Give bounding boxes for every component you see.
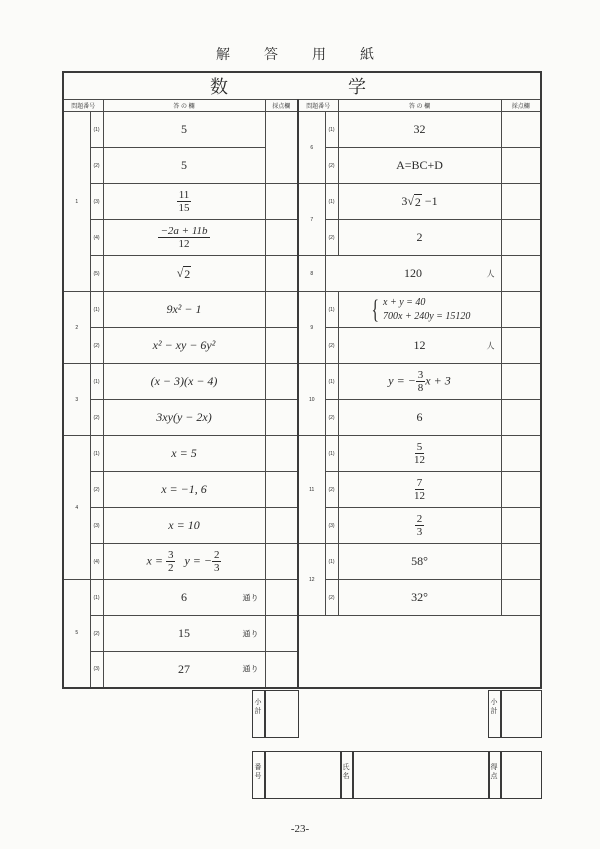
- answer-text: 9x² − 1: [166, 302, 202, 316]
- score-cell[interactable]: [265, 184, 298, 220]
- sub-number: (2): [325, 328, 338, 364]
- question-number: 4: [63, 436, 90, 580]
- score-cell[interactable]: [501, 580, 541, 616]
- numerator: 3: [417, 369, 424, 381]
- subtotal-label-left: 小計: [254, 699, 262, 715]
- answer-text: 32: [413, 122, 426, 136]
- number-label: 番号: [254, 764, 262, 780]
- score-cell[interactable]: [265, 472, 298, 508]
- unit-label: 人: [486, 341, 495, 350]
- sub-number: (5): [90, 256, 103, 292]
- denominator: 12: [414, 490, 425, 502]
- denominator: 8: [417, 382, 424, 394]
- sub-number: (3): [90, 652, 103, 688]
- score-cell[interactable]: [501, 400, 541, 436]
- answer-cell: [338, 112, 501, 148]
- subtotal-box-right[interactable]: [500, 690, 542, 738]
- answer-cell: [338, 364, 501, 400]
- unit-label: 通り: [242, 629, 259, 638]
- score-cell[interactable]: [265, 400, 298, 436]
- fraction: [158, 225, 209, 250]
- sub-number: (1): [325, 184, 338, 220]
- score-cell[interactable]: [501, 328, 541, 364]
- sheet-title: 解 答 用 紙: [216, 48, 384, 63]
- sub-number: (3): [90, 508, 103, 544]
- score-cell[interactable]: [265, 508, 298, 544]
- sub-number: (3): [325, 508, 338, 544]
- score-cell[interactable]: [265, 256, 298, 292]
- answer-cell: [103, 616, 265, 652]
- sub-number: (4): [90, 544, 103, 580]
- sub-number: (4): [90, 220, 103, 256]
- sub-number: (2): [325, 148, 338, 184]
- answer-cell: [103, 436, 265, 472]
- header-answer-right: 答 の 欄: [338, 100, 501, 112]
- score-cell[interactable]: [265, 652, 298, 688]
- score-cell[interactable]: [501, 544, 541, 580]
- answer-text: x² − xy − 6y²: [152, 338, 216, 352]
- score-cell[interactable]: [501, 364, 541, 400]
- answer-suffix: x + 3: [425, 373, 451, 388]
- numerator: 2: [416, 513, 423, 525]
- sub-number: (2): [325, 472, 338, 508]
- answer-cell: [325, 256, 501, 292]
- answer-cell: [103, 400, 265, 436]
- header-qnum-left: 問題番号: [63, 100, 103, 112]
- sub-number: (2): [325, 580, 338, 616]
- total-field[interactable]: [500, 751, 542, 799]
- answer-cell: [103, 148, 265, 184]
- answer-cell: [338, 292, 501, 328]
- question-number: 10: [298, 364, 325, 436]
- score-cell[interactable]: [501, 112, 541, 148]
- question-number: 12: [298, 544, 325, 616]
- score-cell[interactable]: [501, 256, 541, 292]
- answer-text: x = 10: [168, 518, 200, 532]
- score-cell[interactable]: [501, 472, 541, 508]
- score-cell[interactable]: [501, 508, 541, 544]
- answer-text: x = 5: [171, 446, 197, 460]
- answer-cell: [103, 544, 265, 580]
- answer-cell: [338, 148, 501, 184]
- answer-cell: [338, 544, 501, 580]
- answer-text: 6: [181, 590, 187, 604]
- radicand: 2: [184, 266, 191, 281]
- denominator: 12: [414, 454, 425, 466]
- answer-text: 5: [181, 122, 187, 136]
- sub-number: (1): [325, 544, 338, 580]
- score-cell[interactable]: [265, 544, 298, 580]
- numerator: 5: [416, 441, 423, 453]
- sub-number: (3): [90, 184, 103, 220]
- fraction: [416, 369, 426, 394]
- answer-cell: [338, 472, 501, 508]
- question-number: 8: [298, 256, 325, 292]
- sub-number: (2): [325, 400, 338, 436]
- denominator: 3: [416, 526, 423, 538]
- answer-text: x = −1, 6: [161, 482, 207, 496]
- sub-number: (1): [90, 580, 103, 616]
- score-cell[interactable]: [265, 580, 298, 616]
- score-cell[interactable]: [265, 436, 298, 472]
- answer-text: 6: [416, 410, 423, 424]
- denominator: 2: [167, 562, 174, 574]
- total-label: 得点: [490, 764, 498, 780]
- subtotal-label-right: 小計: [490, 699, 498, 715]
- sub-number: (2): [90, 400, 103, 436]
- answer-prefix: 3: [401, 193, 408, 208]
- answer-text: 12: [413, 338, 426, 352]
- answer-cell: [103, 652, 265, 688]
- sub-number: (2): [90, 616, 103, 652]
- answer-cell: [103, 112, 265, 148]
- radicand: 2: [414, 194, 421, 209]
- numerator: −2a + 11b: [160, 225, 208, 237]
- score-cell[interactable]: [501, 292, 541, 328]
- answer-cell: [103, 256, 265, 292]
- fraction: [166, 549, 176, 574]
- answer-cell: [103, 328, 265, 364]
- denominator: 3: [213, 562, 220, 574]
- answer-middle: y = −: [184, 553, 212, 568]
- answer-cell: [338, 328, 501, 364]
- answer-text: 32°: [411, 590, 428, 604]
- question-number: 3: [63, 364, 90, 436]
- sub-number: (1): [325, 364, 338, 400]
- empty-area: [298, 616, 541, 688]
- answer-text: 15: [178, 626, 190, 640]
- equation-system: [369, 296, 471, 324]
- score-cell[interactable]: [265, 616, 298, 652]
- answer-cell: [338, 400, 501, 436]
- score-cell[interactable]: [501, 220, 541, 256]
- header-score-left: 採点欄: [265, 100, 298, 112]
- sub-number: (1): [325, 436, 338, 472]
- header-qnum-right: 問題番号: [298, 100, 338, 112]
- answer-text: 27: [178, 661, 190, 676]
- number-field[interactable]: [264, 751, 342, 799]
- subject-heading: 数 学: [63, 72, 541, 100]
- score-cell[interactable]: [501, 148, 541, 184]
- sub-number: (2): [90, 328, 103, 364]
- unit-label: 通り: [242, 664, 259, 674]
- question-number: 11: [298, 436, 325, 544]
- answer-text: A=BC+D: [396, 158, 443, 172]
- answer-prefix: y = −: [388, 373, 416, 388]
- sub-number: (1): [90, 112, 103, 148]
- score-cell[interactable]: [501, 436, 541, 472]
- page-number: -23-: [290, 823, 310, 835]
- answer-text: 3xy(y − 2x): [156, 410, 212, 424]
- fraction: [412, 441, 427, 466]
- sub-number: (2): [90, 148, 103, 184]
- answer-cell: [338, 220, 501, 256]
- name-field[interactable]: [352, 751, 490, 799]
- question-number: 5: [63, 580, 90, 688]
- answer-cell: [338, 184, 501, 220]
- equation-line: x + y = 40: [383, 296, 426, 308]
- sub-number: (1): [325, 112, 338, 148]
- score-cell[interactable]: [265, 220, 298, 256]
- answer-cell: [103, 184, 265, 220]
- name-label: 氏名: [342, 764, 350, 780]
- header-score-right: 採点欄: [501, 100, 541, 112]
- answer-text: (x − 3)(x − 4): [150, 374, 218, 388]
- numerator: 11: [178, 189, 190, 201]
- sub-number: (1): [90, 292, 103, 328]
- answer-cell: [103, 292, 265, 328]
- fraction: [177, 189, 192, 214]
- answer-cell: [103, 472, 265, 508]
- score-cell[interactable]: [265, 364, 298, 400]
- question-number: 9: [298, 292, 325, 364]
- answer-prefix: x =: [146, 553, 166, 568]
- score-cell[interactable]: [501, 184, 541, 220]
- numerator: 7: [416, 477, 423, 489]
- question-number: 6: [298, 112, 325, 184]
- equation-line: 700x + 240y = 15120: [383, 310, 471, 322]
- question-number: 7: [298, 184, 325, 256]
- numerator: 2: [213, 549, 220, 561]
- sub-number: (2): [325, 220, 338, 256]
- answer-cell: [338, 508, 501, 544]
- sub-number: (1): [90, 436, 103, 472]
- answer-cell: [103, 220, 265, 256]
- fraction: [415, 513, 425, 538]
- answer-suffix: −1: [421, 193, 438, 208]
- answer-table: [62, 71, 542, 689]
- denominator: 12: [178, 238, 190, 250]
- sub-number: (1): [325, 292, 338, 328]
- answer-text: 120: [404, 266, 422, 280]
- square-root: √ 2: [176, 265, 191, 281]
- answer-cell: [103, 508, 265, 544]
- score-cell[interactable]: [265, 292, 298, 328]
- answer-cell: [103, 580, 265, 616]
- score-cell[interactable]: [265, 328, 298, 364]
- answer-text: 5: [181, 158, 187, 172]
- answer-cell: [103, 364, 265, 400]
- numerator: 3: [167, 549, 174, 561]
- answer-cell: [338, 436, 501, 472]
- brace-icon: {: [371, 294, 379, 324]
- answer-text: 58°: [411, 554, 428, 568]
- score-cell[interactable]: [265, 112, 298, 184]
- denominator: 15: [178, 202, 190, 214]
- square-root: √ 2: [407, 193, 421, 209]
- sub-number: (1): [90, 364, 103, 400]
- subtotal-box-left[interactable]: [264, 690, 299, 738]
- answer-cell: [338, 580, 501, 616]
- unit-label: 通り: [242, 593, 259, 602]
- answer-text: 2: [416, 230, 423, 244]
- question-number: 2: [63, 292, 90, 364]
- sub-number: (2): [90, 472, 103, 508]
- question-number: 1: [63, 112, 90, 292]
- header-answer-left: 答 の 欄: [103, 100, 265, 112]
- fraction: [412, 477, 427, 502]
- unit-label: 人: [486, 269, 495, 278]
- fraction: [212, 549, 222, 574]
